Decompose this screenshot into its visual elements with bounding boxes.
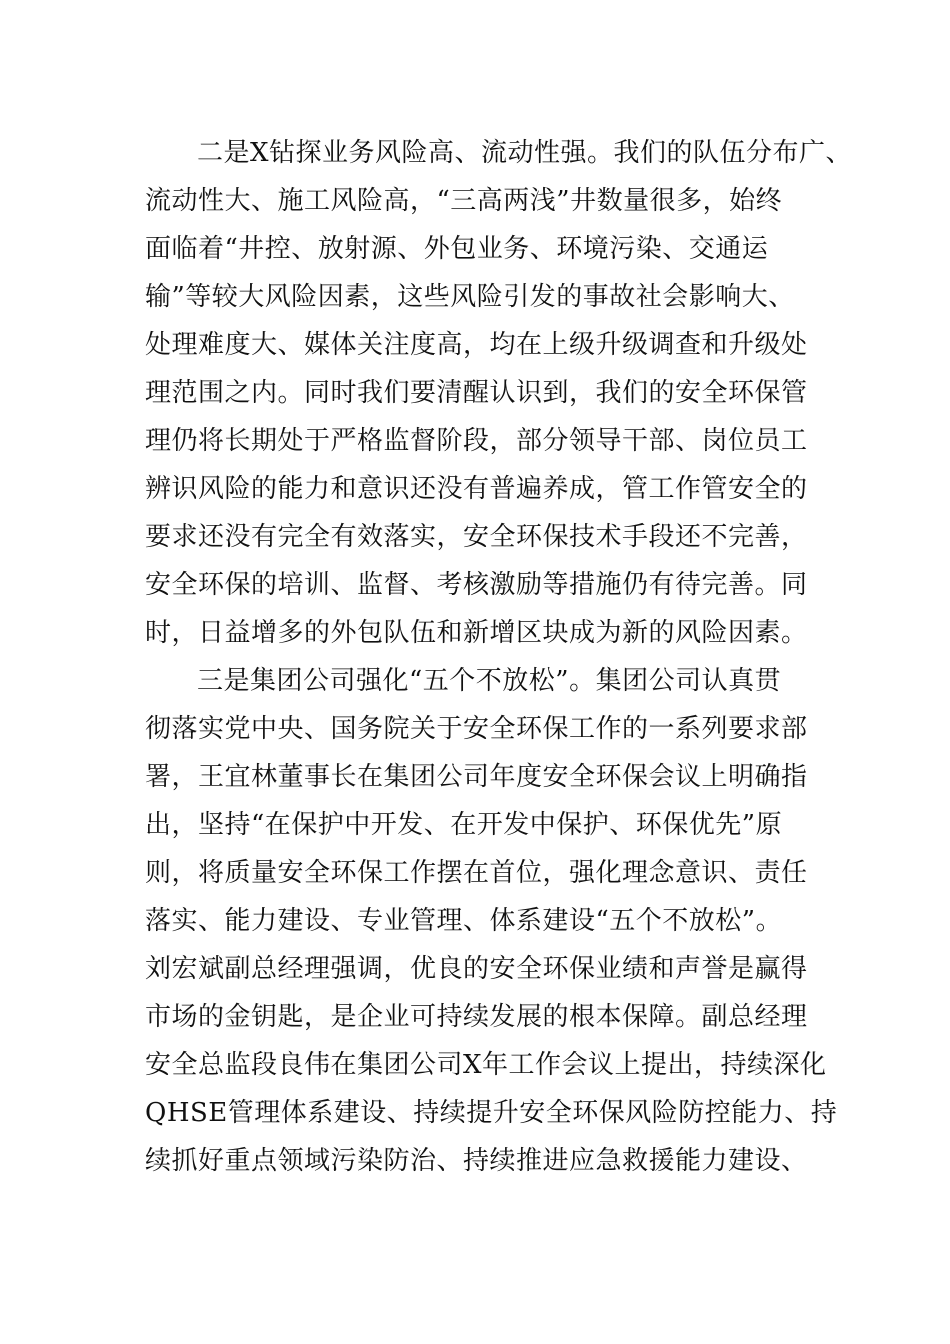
paragraph-line: 理范围之内。同时我们要清醒认识到，我们的安全环保管 xyxy=(145,378,808,408)
paragraph-line: 出，坚持“在保护中开发、在开发中保护、环保优先”原 xyxy=(145,810,783,840)
paragraph-line: 二是X钻探业务风险高、流动性强。我们的队伍分布广、 xyxy=(197,138,853,168)
paragraph-line: 处理难度大、媒体关注度高，均在上级升级调查和升级处 xyxy=(145,330,808,360)
paragraph-line: 市场的金钥匙，是企业可持续发展的根本保障。副总经理 xyxy=(145,1002,808,1032)
paragraph-line: 辨识风险的能力和意识还没有普遍养成，管工作管安全的 xyxy=(145,474,808,504)
paragraph-line: 要求还没有完全有效落实，安全环保技术手段还不完善， xyxy=(145,522,808,552)
paragraph-line: 刘宏斌副总经理强调，优良的安全环保业绩和声誉是赢得 xyxy=(145,954,808,984)
paragraph-line: 安全环保的培训、监督、考核激励等措施仍有待完善。同 xyxy=(145,570,808,600)
paragraph-line: 安全总监段良伟在集团公司X年工作会议上提出，持续深化 xyxy=(145,1050,827,1080)
paragraph-line: 则，将质量安全环保工作摆在首位，强化理念意识、责任 xyxy=(145,858,808,888)
paragraph-line: 落实、能力建设、专业管理、体系建设“五个不放松”。 xyxy=(145,906,783,936)
paragraph-line: 三是集团公司强化“五个不放松”。集团公司认真贯 xyxy=(197,666,782,696)
paragraph-line: 流动性大、施工风险高，“三高两浅”井数量很多，始终 xyxy=(145,186,783,216)
paragraph-line: 彻落实党中央、国务院关于安全环保工作的一系列要求部 xyxy=(145,714,808,744)
paragraph-line: 署，王宜林董事长在集团公司年度安全环保会议上明确指 xyxy=(145,762,808,792)
paragraph-line: 时，日益增多的外包队伍和新增区块成为新的风险因素。 xyxy=(145,618,808,648)
paragraph-line: 续抓好重点领域污染防治、持续推进应急救援能力建设、 xyxy=(145,1146,808,1176)
paragraph-line: 理仍将长期处于严格监督阶段，部分领导干部、岗位员工 xyxy=(145,426,808,456)
paragraph-line: QHSE管理体系建设、持续提升安全环保风险防控能力、持 xyxy=(145,1098,838,1128)
paragraph-line: 面临着“井控、放射源、外包业务、环境污染、交通运 xyxy=(145,234,769,264)
paragraph-line: 输”等较大风险因素，这些风险引发的事故社会影响大、 xyxy=(145,282,795,312)
